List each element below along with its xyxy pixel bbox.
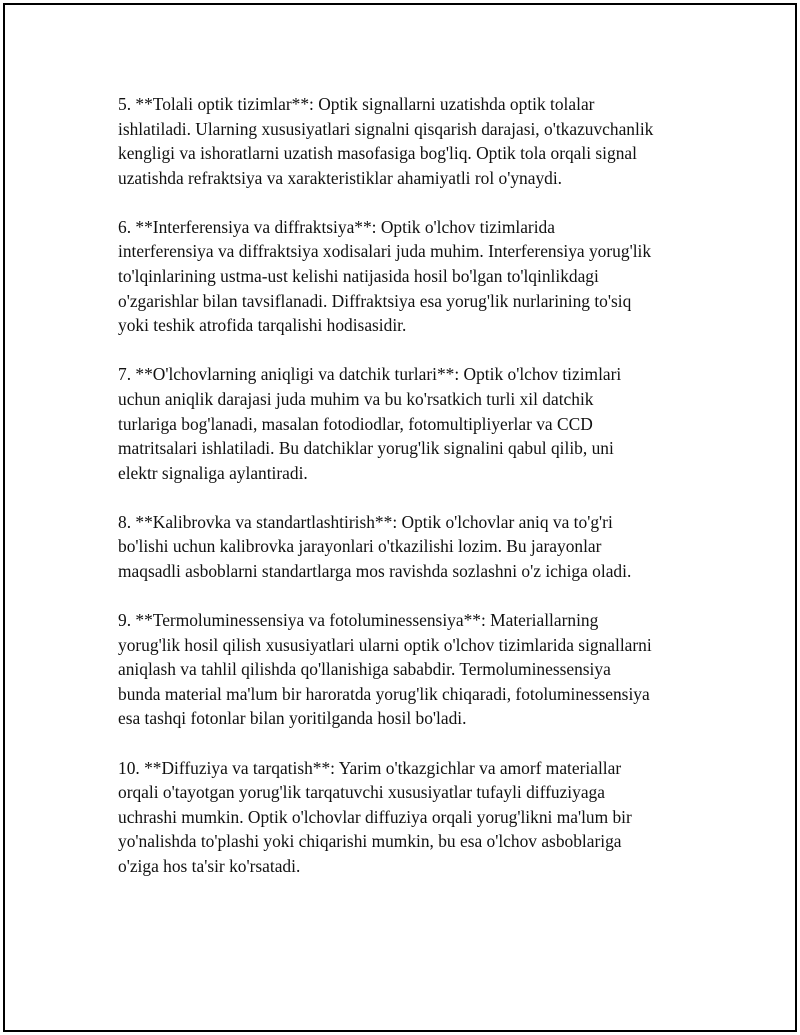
paragraph-line: yoki teshik atrofida tarqalishi hodisasidir. [118, 315, 407, 336]
paragraph-line: maqsadli asboblarni standartlarga mos ravishda sozlashni o'z ichiga oladi. [118, 561, 632, 581]
paragraph-line: 5. **Tolali optik tizimlar**: Optik signallarni uzatishda optik tolalar [118, 94, 595, 114]
paragraph-line: elektr signaliga aylantiradi. [118, 462, 308, 483]
paragraph-line: ishlatiladi. Ularning xususiyatlari signalni qisqarish darajasi, o'tkazuvchanlik [118, 118, 654, 139]
paragraph-line: bunda material ma'lum bir haroratda yorug'lik chiqaradi, fotoluminessensiya [118, 683, 650, 704]
paragraph-line: kengligi va ishoratlarni uzatish masofasiga bog'liq. Optik tola orqali signal [118, 143, 637, 164]
paragraph-line: turlariga bog'lanadi, masalan fotodiodlar, fotomultipliyerlar va CCD [118, 413, 593, 434]
paragraph-line: 9. **Termoluminessensiya va fotoluminessensiya**: Materiallarning [118, 610, 599, 631]
paragraph-line: 10. **Diffuziya va tarqatish**: Yarim o'tkazgichlar va amorf materiallar [118, 757, 622, 778]
paragraph-10-diffusion-scattering [118, 756, 698, 879]
paragraph-line: to'lqinlarining ustma-ust kelishi natijasida hosil bo'lgan to'lqinlikdagi [118, 266, 599, 287]
paragraph-8-calibration-standardization [118, 510, 698, 584]
paragraph-line: 7. **O'lchovlarning aniqligi va datchik turlari**: Optik o'lchov tizimlari [118, 364, 622, 385]
paragraph-line: 6. **Interferensiya va diffraktsiya**: Optik o'lchov tizimlarida [118, 216, 555, 237]
paragraph-line: matritsalari ishlatiladi. Bu datchiklar yorug'lik signalini qabul qilib, uni [118, 438, 614, 459]
paragraph-line: o'ziga hos ta'sir ko'rsatadi. [118, 855, 301, 876]
paragraph-line: uchun aniqlik darajasi juda muhim va bu ko'rsatkich turli xil datchik [118, 388, 594, 409]
paragraph-5-optical-fiber-systems [118, 92, 698, 190]
paragraph-7-measurement-accuracy-sensors [118, 362, 698, 485]
paragraph-line: uzatishda refraktsiya va xarakteristiklar ahamiyatli rol o'ynaydi. [118, 167, 563, 188]
paragraph-9-luminescence [118, 608, 698, 731]
paragraph-line: interferensiya va diffraktsiya xodisalari juda muhim. Interferensiya yorug'lik [118, 241, 652, 262]
paragraph-line: bo'lishi uchun kalibrovka jarayonlari o'tkazilishi lozim. Bu jarayonlar [118, 536, 602, 557]
paragraph-line: orqali o'tayotgan yorug'lik tarqatuvchi xususiyatlar tufayli diffuziyaga [118, 782, 605, 803]
paragraph-line: esa tashqi fotonlar bilan yoritilganda hosil bo'ladi. [118, 708, 467, 729]
paragraph-6-interference-diffraction [118, 215, 698, 338]
paragraph-line: 8. **Kalibrovka va standartlashtirish**: Optik o'lchovlar aniq va to'g'ri [118, 511, 613, 532]
paragraph-line: o'zgarishlar bilan tavsiflanadi. Diffraktsiya esa yorug'lik nurlarining to'siq [118, 290, 632, 311]
paragraph-line: uchrashi mumkin. Optik o'lchovlar diffuziya orqali yorug'likni ma'lum bir [118, 806, 632, 827]
paragraph-line: yo'nalishda to'plashi yoki chiqarishi mumkin, bu esa o'lchov asboblariga [118, 831, 622, 852]
paragraph-line: yorug'lik hosil qilish xususiyatlari ularni optik o'lchov tizimlarida signallarni [118, 634, 652, 655]
document-body [118, 92, 698, 903]
paragraph-line: aniqlash va tahlil qilishda qo'llanishiga sababdir. Termoluminessensiya [118, 659, 611, 680]
